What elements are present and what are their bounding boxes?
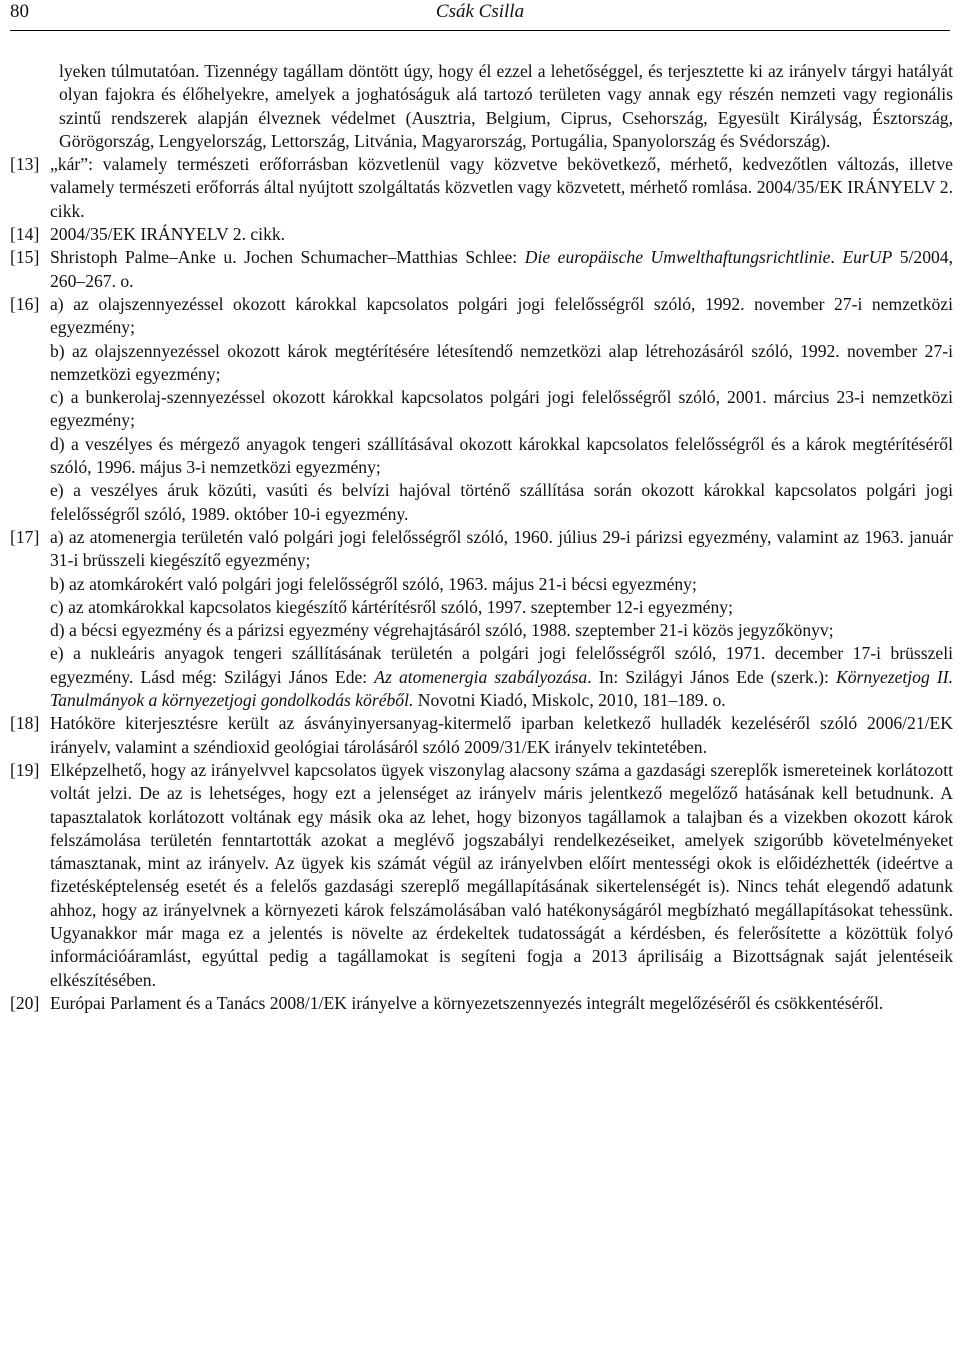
footnote-text bbox=[50, 246, 953, 293]
article-title: Die europäische Umwelthaftungsrichtlinie bbox=[524, 247, 831, 268]
footnote-number: [20] bbox=[10, 992, 40, 1013]
running-title: Csák Csilla bbox=[435, 1, 525, 22]
page-content bbox=[10, 60, 953, 1015]
item-e-text: . In: Szilágyi János Ede (szerk.): bbox=[587, 666, 836, 687]
separator: . bbox=[830, 247, 843, 268]
footnote-text bbox=[50, 526, 953, 712]
footnote-number: [17] bbox=[10, 526, 40, 547]
footnote-16 bbox=[10, 293, 953, 526]
item-a: a) az olajszennyezéssel okozott károkkal kapcsolatos polgári jogi felelősségről szóló, 1992. november 27-i nemzetközi egyezmény; bbox=[50, 293, 953, 338]
footnote-text: „kár”: valamely természeti erőforrásban közvetlenül vagy közvetve bekövetkező, mérhető, kedvezőtlen változás, illetve valamely természeti erőforrás által nyújtott szolgáltatás közvetlen vagy közvetett, mérhető romlása. 2004/35/EK IRÁNYELV 2. cikk. bbox=[50, 154, 953, 221]
page-header bbox=[10, 0, 950, 34]
footnote-number: [18] bbox=[10, 713, 40, 734]
footnote-19 bbox=[10, 759, 953, 992]
footnote-15 bbox=[10, 246, 953, 293]
journal-name: EurUP bbox=[842, 247, 893, 268]
footnote-text: 2004/35/EK IRÁNYELV 2. cikk. bbox=[50, 224, 286, 245]
item-c: c) az atomkárokkal kapcsolatos kiegészítő kártérítésről szóló, 1997. szeptember 12-i egyezmény; bbox=[50, 596, 733, 617]
footnote-17 bbox=[10, 526, 953, 712]
item-a: a) az atomenergia területén való polgári jogi felelősségről szóló, 1960. július 29-i párizsi egyezmény, valamint az 1963. január 31-i brüsszeli kiegészítő egyezmény; bbox=[50, 526, 953, 571]
footnote-text: Elképzelhető, hogy az irányelvvel kapcsolatos ügyek viszonylag alacsony száma a gazdasági szereplők ismereteinek korlátozott voltát jelzi. De az is lehetséges, hogy ezt a jelenséget az irányelv máris jelentkező megelőző hatásának kell betudnunk. A tapasztalatok korlátozott voltának egy másik oka az lehet, hogy bizonyos tagállamok a talajban és a vizekben okozott károk felszámolása területén fenntartották azokat a meglévő jogszabályi rendelkezéseiket, amelyek szigorúbb követelményeket támasztanak, mint az irányelv. Az ügyek kis számát végül az irányelvben előírt mentességi okok is előidézhették (ideértve a fizetésképtelenség esetét és a felelős gazdasági szereplő megállapításának sikertelenségét is). Nincs tehát elegendő adatunk ahhoz, hogy az irányelvnek a környezeti károk felszámolásában való hatékonyságáról megbízható megállapításokat tehessünk. Ugyanakkor már maga ez a jelentés is növelte az érdekeltek tudatosságát a kérdésben, és felerősítette a közöttük folyó információáramlást, egyúttal pedig a tagállamokat is segíteni fogja a 2013 áprilisáig a Bizottságnak saját jelentéseik elkészítésében. bbox=[50, 759, 953, 990]
footnote-text: Európai Parlament és a Tanács 2008/1/EK irányelve a környezetszennyezés integrált megelőzéséről és csökkentéséről. bbox=[50, 992, 884, 1013]
footnote-number: [14] bbox=[10, 224, 40, 245]
footnote-18 bbox=[10, 712, 953, 759]
item-d: d) a veszélyes és mérgező anyagok tengeri szállításával okozott károkkal kapcsolatos felelősségről és a károk megtérítéséről szóló, 1996. május 3-i nemzetközi egyezmény; bbox=[50, 433, 953, 478]
cited-book: Környezetjog II. Tanulmányok a környezetjogi gondolkodás köréből. bbox=[50, 666, 953, 711]
cited-title: Az atomenergia szabályozása bbox=[374, 666, 588, 687]
footnote-number: [19] bbox=[10, 759, 40, 780]
footnote-20 bbox=[10, 992, 953, 1015]
footnote-text bbox=[50, 293, 953, 526]
footnote-number: [15] bbox=[10, 247, 40, 268]
footnote-text: Hatóköre kiterjesztésre került az ásványinyersanyag-kitermelő iparban keletkező hulladék kezeléséről szóló 2006/21/EK irányelv, valamint a széndioxid geológiai tárolásáról szóló 2009/31/EK irányelv tekintetében. bbox=[50, 713, 953, 757]
item-d: d) a bécsi egyezmény és a párizsi egyezmény végrehajtásáról szóló, 1988. szeptember 21-i közös jegyzőkönyv; bbox=[50, 620, 834, 641]
page-number: 80 bbox=[10, 1, 29, 22]
citation-detail: 5/2004, 260–267. o. bbox=[50, 247, 953, 291]
header-rule bbox=[10, 30, 950, 31]
footnote-number: [13] bbox=[10, 154, 40, 175]
footnote-number: [16] bbox=[10, 293, 40, 314]
item-c: c) a bunkerolaj-szennyezéssel okozott károkkal kapcsolatos polgári jogi felelősségről szóló, 2001. március 23-i nemzetközi egyezmény; bbox=[50, 387, 953, 431]
item-e bbox=[50, 642, 953, 712]
item-e-text: e) a nukleáris anyagok tengeri szállításának területén a polgári jogi felelősségről szóló, 1971. december 17-i brüsszeli egyezmény. Lásd még: Szilágyi János Ede: bbox=[50, 643, 953, 687]
authors: Shristoph Palme–Anke u. Jochen Schumacher–Matthias Schlee: bbox=[50, 247, 525, 268]
item-e-text: Novotni Kiadó, Miskolc, 2010, 181–189. o. bbox=[413, 690, 726, 711]
item-b: b) az olajszennyezéssel okozott károk megtérítésére létesítendő nemzetközi alap létrehozásáról szóló, 1992. november 27-i nemzetközi egyezmény; bbox=[50, 340, 953, 384]
footnote-14 bbox=[10, 223, 953, 246]
item-e: e) a veszélyes áruk közúti, vasúti és belvízi hajóval történő szállítása során okozott károkkal kapcsolatos polgári jogi felelősségről szóló, 1989. október 10-i egyezmény. bbox=[50, 480, 953, 524]
intro-paragraph: lyeken túlmutatóan. Tizennégy tagállam döntött úgy, hogy él ezzel a lehetőséggel, és terjesztette ki az irányelv tárgyi hatályát olyan fajokra és élőhelyekre, amelyek a joghatóságuk alá tartozó területen vagy annak egy részén nemzeti vagy regionális szintű rendszerek alapján élveznek védelmet (Ausztria, Belgium, Ciprus, Csehország, Egyesült Királyság, Észtország, Görögország, Lengyelország, Lettország, Litvánia, Magyarország, Portugália, Spanyolország és Svédország). bbox=[59, 61, 953, 151]
item-b: b) az atomkárokért való polgári jogi felelősségről szóló, 1963. május 21-i bécsi egyezmény; bbox=[50, 573, 697, 594]
footnote-13 bbox=[10, 153, 953, 223]
